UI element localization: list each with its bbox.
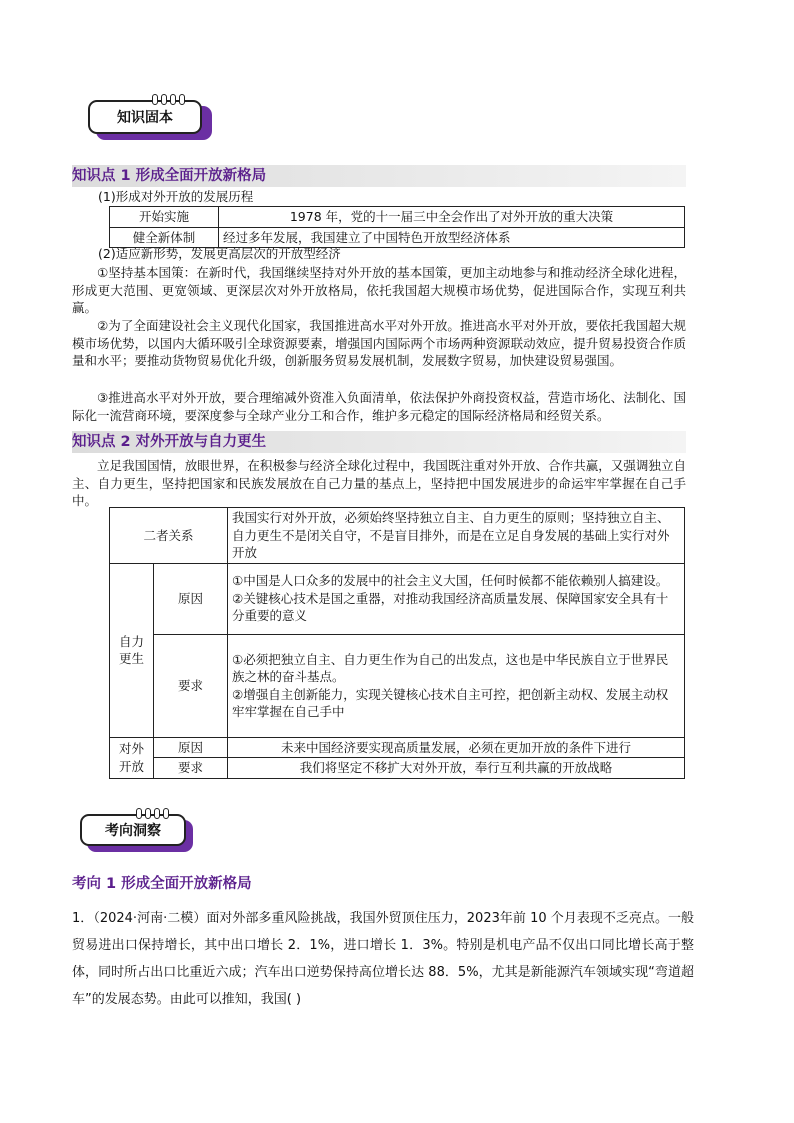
kp1-sub2: (2)适应新形势，发展更高层次的开放型经济 <box>98 246 341 261</box>
question-1: 1．（2024·河南·二模）面对外部多重风险挑战，我国外贸顶住压力，2023年前 10 个月表现不乏亮点。一般贸易进出口保持增长，其中出口增长 2．1%，进口增长 1．3%。特别是机电产品不仅出口同比增长高于整体，同时所占出口比重近六成；汽车出口逆势保持高位增长达 88．5%，尤其是新能源汽车领域实现“弯道超车”的发展态势。由此可以推知，我国( ) <box>72 911 694 1007</box>
open-requirement-text: 我们将坚定不移扩大对外开放，奉行互利共赢的开放战略 <box>228 758 685 779</box>
direction-heading: 考向 1 形成全面开放新格局 <box>72 876 252 892</box>
self-reliance-label: 自力更生 <box>110 563 154 737</box>
history-text: 1978 年，党的十一届三中全会作出了对外开放的重大决策 <box>219 207 685 228</box>
kp2-heading: 知识点 2 对外开放与自力更生 <box>72 431 686 453</box>
history-text: 经过多年发展，我国建立了中国特色开放型经济体系 <box>219 227 685 248</box>
badge-label: 知识固本 <box>117 110 173 126</box>
table-row <box>110 737 685 758</box>
table-row <box>110 508 685 564</box>
relation-text: 我国实行对外开放，必须始终坚持独立自主、自力更生的原则；坚持独立自主、自力更生不是闭关自守，不是盲目排外，而是在立足自身发展的基础上实行对外开放 <box>228 508 685 564</box>
self-reason-text: ①中国是人口众多的发展中的社会主义大国，任何时候都不能依赖别人搞建设。 ②关键核心技术是国之重器，对推动我国经济高质量发展、保障国家安全具有十分重要的意义 <box>228 563 685 634</box>
history-label: 健全新体制 <box>110 227 219 248</box>
section-badge-exam <box>80 814 192 848</box>
reason-label: 原因 <box>154 563 228 634</box>
history-label: 开始实施 <box>110 207 219 228</box>
kp1-paragraph-3: ③推进高水平对外开放，要合理缩减外资准入负面清单，依法保护外商投资权益，营造市场化、法制化、国际化一流营商环境，要深度参与全球产业分工和合作，维护多元稳定的国际经济格局和经贸关系。 <box>72 390 686 423</box>
open-reason-text: 未来中国经济要实现高质量发展，必须在更加开放的条件下进行 <box>228 737 685 758</box>
table-row <box>110 758 685 779</box>
requirement-label: 要求 <box>154 758 228 779</box>
reason-label: 原因 <box>154 737 228 758</box>
kp1-paragraph-1: ①坚持基本国策：在新时代，我国继续坚持对外开放的基本国策，更加主动地参与和推动经济全球化进程，形成更大范围、更宽领域、更深层次对外开放格局，依托我国超大规模市场优势，促进国际合作，实现互利共赢。 <box>72 265 686 315</box>
binder-rings-icon <box>136 808 169 819</box>
self-requirement-text: ①必须把独立自主、自力更生作为自己的出发点，这也是中华民族自立于世界民族之林的奋斗基点。 ②增强自主创新能力，实现关键核心技术自主可控，把创新主动权、发展主动权牢牢掌握在自己手中 <box>228 634 685 737</box>
kp2-intro: 立足我国国情，放眼世界，在积极参与经济全球化过程中，我国既注重对外开放、合作共赢，又强调独立自主、自力更生，坚持把国家和民族发展放在自己力量的基点上，坚持把中国发展进步的命运牢牢掌握在自己手中。 <box>72 458 686 508</box>
kp1-paragraph-2: ②为了全面建设社会主义现代化国家，我国推进高水平对外开放。推进高水平对外开放，要依托我国超大规模市场优势，以国内大循环吸引全球资源要素，增强国内国际两个市场两种资源联动效应，提升贸易投资合作质量和水平；要推动货物贸易优化升级，创新服务贸易发展机制，发展数字贸易，加快建设贸易强国。 <box>72 318 686 368</box>
kp1-sub1: (1)形成对外开放的发展历程 <box>98 189 254 204</box>
relation-table <box>109 507 685 779</box>
history-table <box>109 206 685 248</box>
requirement-label: 要求 <box>154 634 228 737</box>
relation-label: 二者关系 <box>110 508 228 564</box>
binder-rings-icon <box>152 94 185 105</box>
section-badge-knowledge <box>88 100 210 134</box>
table-row <box>110 207 685 228</box>
table-row <box>110 563 685 634</box>
opening-up-label: 对外开放 <box>110 737 154 778</box>
kp1-heading: 知识点 1 形成全面开放新格局 <box>72 165 686 187</box>
badge-label: 考向洞察 <box>105 823 161 839</box>
table-row <box>110 634 685 737</box>
